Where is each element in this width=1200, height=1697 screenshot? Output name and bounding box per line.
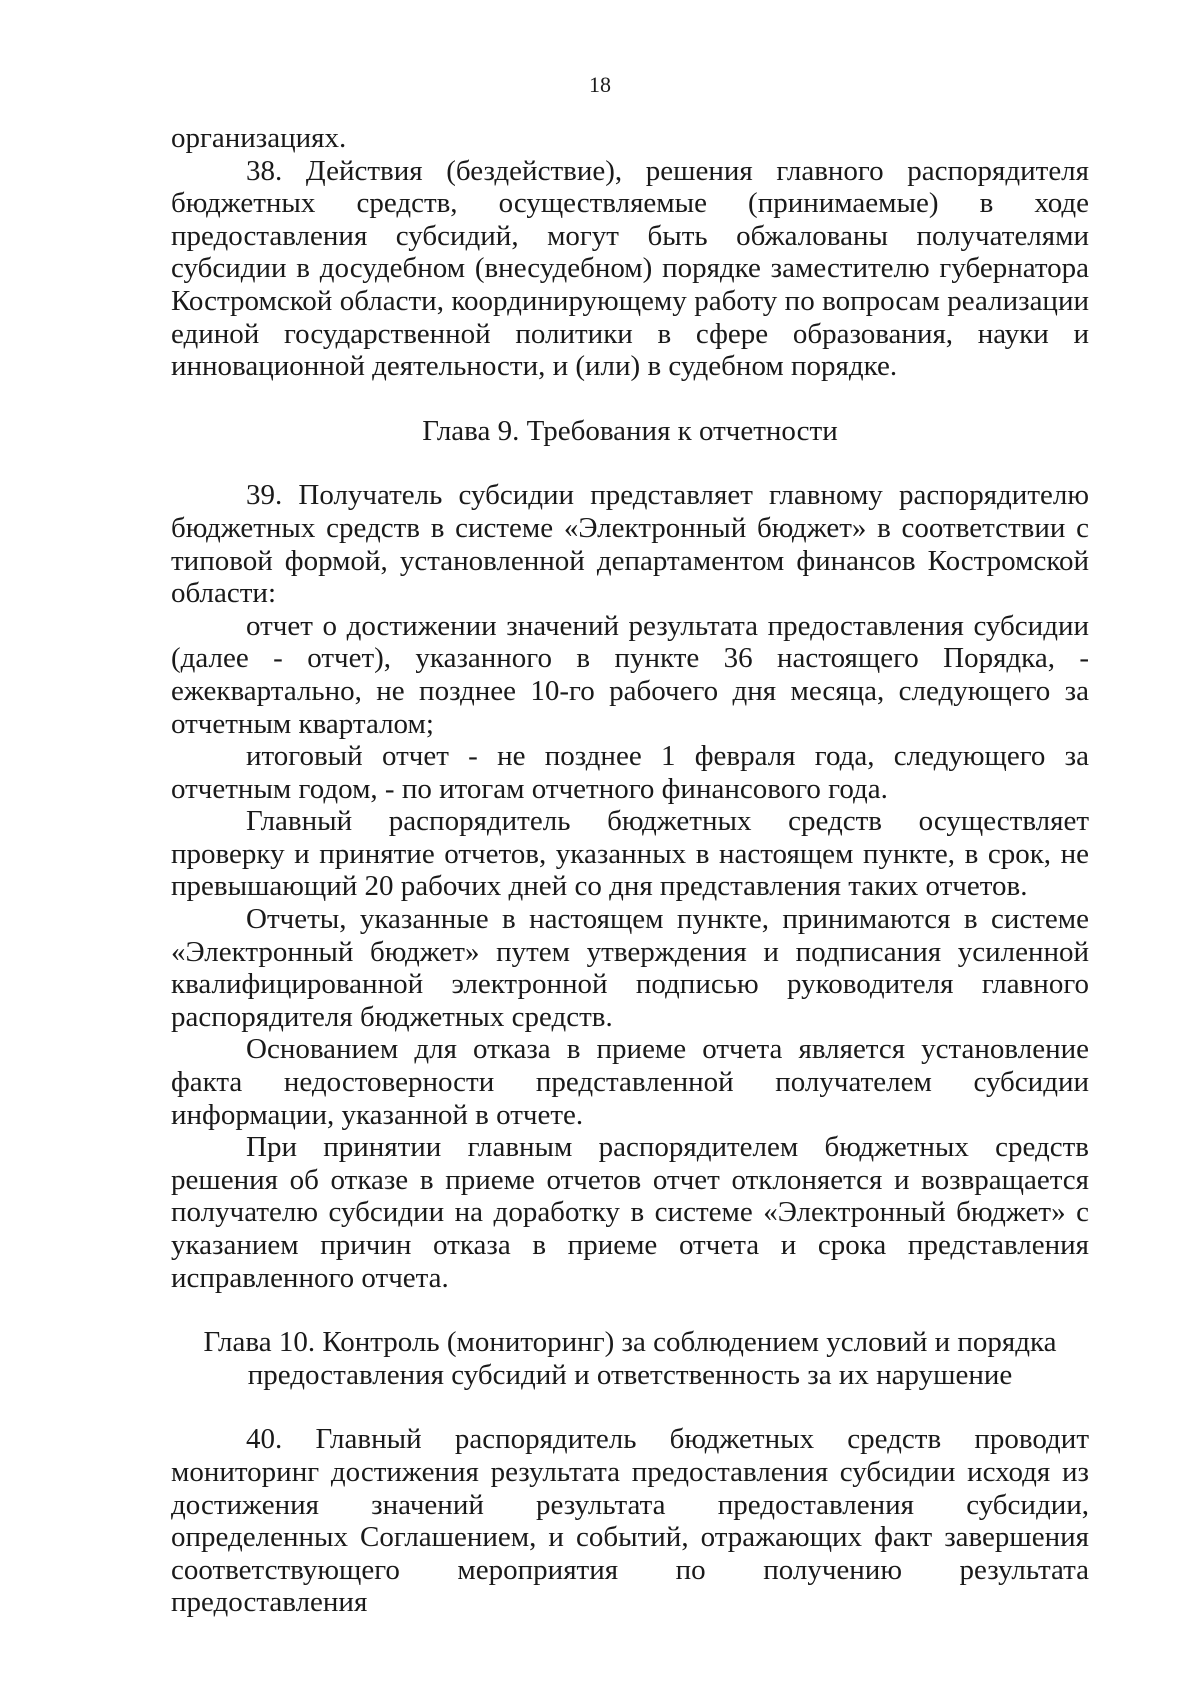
chapter-10-heading-line-1: Глава 10. Контроль (мониторинг) за соблюдением условий и порядка: [203, 1326, 1057, 1359]
document-body: [171, 122, 1089, 1619]
paragraph-continuation: организациях.: [171, 122, 347, 154]
paragraph-39-final-report: итоговый отчет - не позднее 1 февраля года, следующего за отчетным годом, - по итогам отчетного финансового года.: [171, 740, 1089, 805]
paragraph-39-refusal-grounds: Основанием для отказа в приеме отчета является установление факта недостоверности представленной получателем субсидии информации, указанной в отчете.: [171, 1033, 1089, 1131]
paragraph-39-acceptance: Отчеты, указанные в настоящем пункте, принимаются в системе «Электронный бюджет» путем утверждения и подписания усиленной квалифицированной электронной подписью руководителя главного распорядителя бюджетных средств.: [171, 903, 1089, 1033]
chapter-9-heading: Глава 9. Требования к отчетности: [422, 414, 838, 447]
page-number: 18: [589, 72, 611, 97]
chapter-10-heading: [129, 1326, 1131, 1391]
paragraph-39-refusal-procedure: При принятии главным распорядителем бюджетных средств решения об отказе в приеме отчетов отчет отклоняется и возвращается получателю субсидии на доработку в системе «Электронный бюджет» с указанием причин отказа в приеме отчета и срока представления исправленного отчета.: [171, 1131, 1089, 1294]
chapter-10-heading-line-2: предоставления субсидий и ответственность за их нарушение: [247, 1358, 1013, 1391]
paragraph-39-report: отчет о достижении значений результата предоставления субсидии (далее - отчет), указанного в пункте 36 настоящего Порядка, - ежеквартально, не позднее 10-го рабочего дня месяца, следующего за отчетным кварталом;: [171, 609, 1089, 740]
paragraph-39-verification: Главный распорядитель бюджетных средств осуществляет проверку и принятие отчетов, указанных в настоящем пункте, в срок, не превышающий 20 рабочих дней со дня представления таких отчетов.: [171, 805, 1089, 903]
paragraph-38: 38. Действия (бездействие), решения главного распорядителя бюджетных средств, осуществляемые (принимаемые) в ходе предоставления субсидий, могут быть обжалованы получателями субсидии в досудебном (внесудебном) порядке заместителю губернатора Костромской области, координирующему работу по вопросам реализации единой государственной политики в сфере образования, науки и инновационной деятельности, и (или) в судебном порядке.: [171, 154, 1089, 383]
paragraph-39: 39. Получатель субсидии представляет главному распорядителю бюджетных средств в системе «Электронный бюджет» в соответствии с типовой формой, установленной департаментом финансов Костромской области:: [171, 479, 1089, 610]
paragraph-40: 40. Главный распорядитель бюджетных средств проводит мониторинг достижения результата предоставления субсидии исходя из достижения значений результата предоставления субсидии, определенных Соглашением, и событий, отражающих факт завершения соответствующего мероприятия по получению результата предоставления: [171, 1423, 1089, 1619]
